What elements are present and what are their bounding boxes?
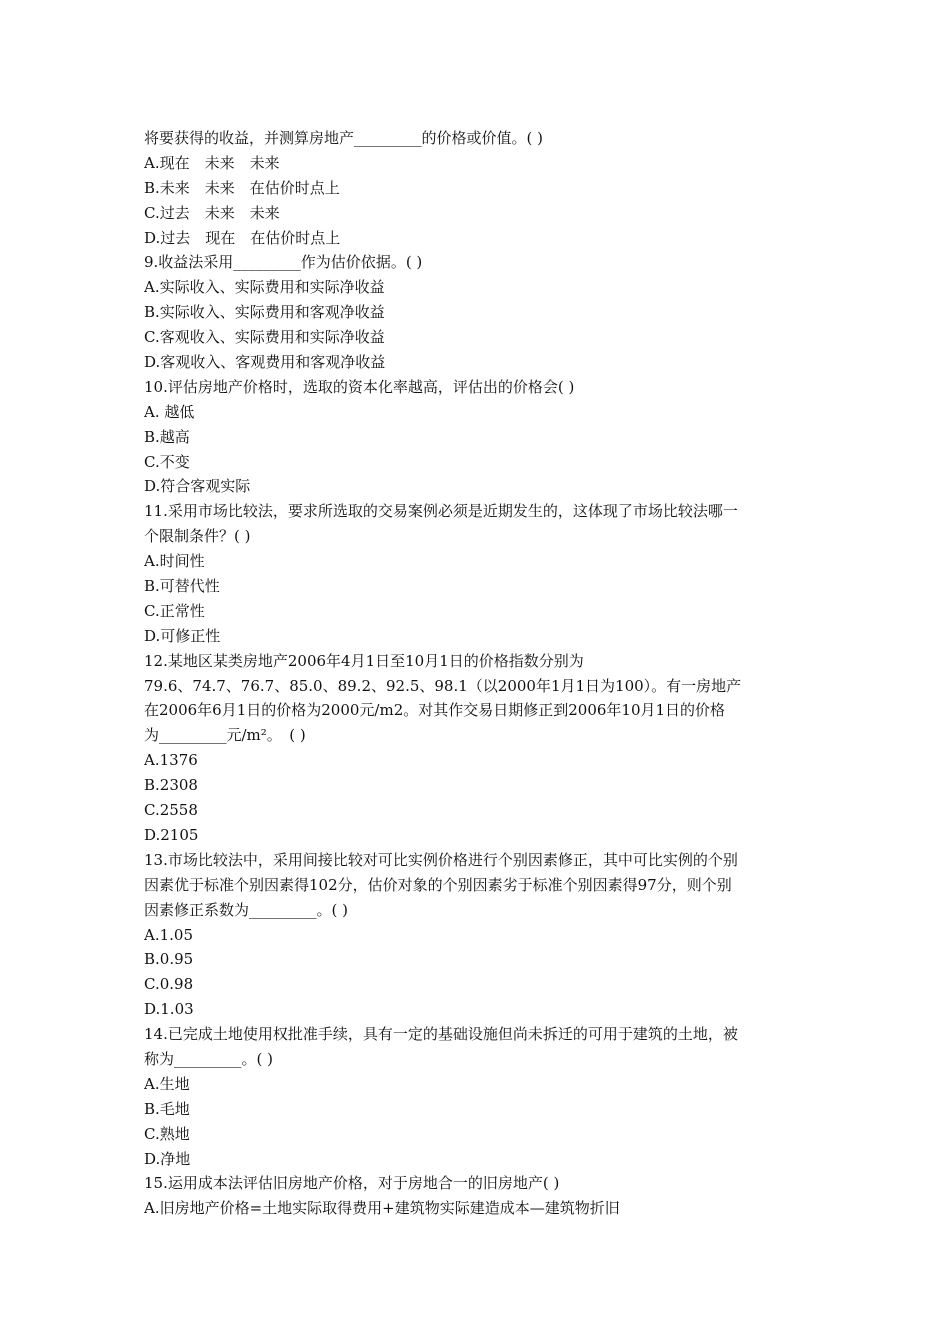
text-line: D.客观收入、客观费用和客观净收益 [144, 353, 386, 372]
text-line: B.可替代性 [144, 577, 220, 596]
text-line: 11.采用市场比较法，要求所选取的交易案例必须是近期发生的，这体现了市场比较法哪一 [144, 502, 738, 521]
text-line: 10.评估房地产价格时，选取的资本化率越高，评估出的价格会( ) [144, 377, 575, 396]
text-line: D.净地 [144, 1149, 191, 1168]
text-line: 因素修正系数为_________。( ) [144, 900, 348, 919]
text-line: 因素优于标准个别因素得102分，估价对象的个别因素劣于标准个别因素得97分，则个别 [144, 875, 732, 894]
text-line: C.客观收入、实际费用和实际净收益 [144, 328, 385, 347]
text-line: 个限制条件？( ) [144, 527, 251, 546]
text-line: B.实际收入、实际费用和客观净收益 [144, 303, 385, 322]
text-line: 称为_________。( ) [144, 1049, 273, 1068]
text-line: D.2105 [144, 825, 199, 844]
text-line: A.时间性 [144, 552, 205, 571]
text-line: D.过去 现在 在估价时点上 [144, 228, 341, 247]
text-line: C.2558 [144, 801, 198, 820]
text-line: C.0.98 [144, 975, 194, 994]
text-line: A.1.05 [144, 925, 193, 944]
text-line: D.1.03 [144, 1000, 194, 1019]
text-line: B.越高 [144, 427, 190, 446]
text-line: C.熟地 [144, 1124, 190, 1143]
text-line: C.不变 [144, 452, 190, 471]
text-line: A.旧房地产价格=土地实际取得费用+建筑物实际建造成本—建筑物折旧 [144, 1199, 620, 1218]
text-line: 将要获得的收益，并测算房地产_________的价格或价值。( ) [144, 129, 543, 147]
text-line: A.现在 未来 未来 [144, 153, 280, 172]
document-body [144, 126, 816, 1221]
text-line: D.符合客观实际 [144, 477, 251, 496]
text-line: 15.运用成本法评估旧房地产价格，对于房地合一的旧房地产( ) [144, 1174, 560, 1193]
text-line: 在2006年6月1日的价格为2000元/m2。对其作交易日期修正到2006年10月1日的价格 [144, 701, 726, 720]
text-line: A.实际收入、实际费用和实际净收益 [144, 278, 385, 297]
text-line: 14.已完成土地使用权批准手续，具有一定的基础设施但尚未拆迁的可用于建筑的土地，被 [144, 1025, 738, 1044]
text-line: 79.6、74.7、76.7、85.0、89.2、92.5、98.1（以2000年1月1日为100）。有一房地产 [144, 676, 742, 695]
text-line: 13.市场比较法中，采用间接比较对可比实例价格进行个别因素修正，其中可比实例的个别 [144, 850, 738, 869]
text-line: C.正常性 [144, 601, 205, 620]
text-line: B.2308 [144, 776, 198, 795]
text-line: C.过去 未来 未来 [144, 203, 280, 222]
text-line: 9.收益法采用_________作为估价依据。( ) [144, 253, 423, 272]
text-line: B.毛地 [144, 1099, 190, 1118]
text-line: D.可修正性 [144, 626, 221, 645]
text-line: A.生地 [144, 1074, 190, 1093]
text-line: B.未来 未来 在估价时点上 [144, 178, 340, 197]
text-line: 为_________元/m²。 ( ) [144, 726, 306, 745]
text-line: A. 越低 [144, 402, 195, 421]
text-line: 12.某地区某类房地产2006年4月1日至10月1日的价格指数分别为 [144, 651, 584, 670]
text-line: B.0.95 [144, 950, 194, 969]
text-line: A.1376 [144, 751, 198, 770]
